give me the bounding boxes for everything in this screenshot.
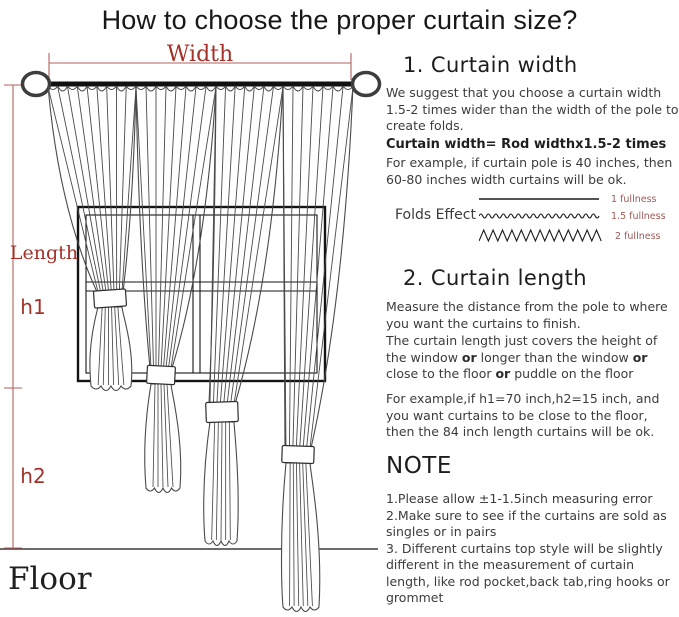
folds-effect-label: Folds Effect	[395, 207, 476, 223]
or-emphasis-1: or	[461, 349, 477, 365]
page-title: How to choose the proper curtain size?	[101, 5, 578, 35]
straight-line-icon	[479, 190, 601, 208]
width-dimension-label: Width	[166, 42, 234, 67]
wave-line-icon	[479, 207, 601, 225]
length-dimension-label: Length	[9, 242, 79, 264]
length-option-text-2: longer than the window	[476, 349, 633, 365]
or-emphasis-2: or	[632, 349, 648, 365]
length-option-text-3: close to the floor	[386, 366, 496, 381]
curtain-length-paragraph-1: Measure the distance from the pole to where you want the curtains to finish.	[386, 299, 668, 331]
fullness-row-3	[479, 227, 660, 245]
section-heading-curtain-length: 2. Curtain length	[403, 266, 587, 290]
length-option-text-1: The curtain length just covers the height of the window	[386, 333, 658, 365]
curtain-length-paragraph-2	[386, 333, 679, 383]
note-item-1: 1.Please allow ±1-1.5inch measuring error	[386, 491, 653, 506]
section-heading-curtain-width: 1. Curtain width	[403, 53, 578, 77]
h1-dimension-label: h1	[20, 295, 46, 319]
curtain-diagram	[0, 40, 390, 617]
fullness-1-5-label: 1.5 fullness	[611, 210, 666, 222]
instructions-column	[386, 0, 679, 617]
h2-dimension-label: h2	[20, 464, 46, 488]
note-item-3: 3. Different curtains top style will be slightly different in the measurement of curtain length, like rod pocket,back tab,ring hooks or grommet	[386, 540, 670, 605]
floor-label: Floor	[8, 561, 92, 597]
fullness-row-1	[479, 190, 656, 208]
fullness-1-label: 1 fullness	[611, 193, 657, 205]
curtain-width-paragraph-2: For example, if curtain pole is 40 inches, then 60-80 inches width curtains will be ok.	[386, 155, 673, 187]
folds-effect-block	[386, 189, 679, 253]
curtain-length-paragraph-3: For example,if h1=70 inch,h2=15 inch, and you want curtains to be close to the floor, then the 84 inch length curtains will be ok.	[386, 391, 660, 439]
note-item-2: 2.Make sure to see if the curtains are sold as singles or in pairs	[386, 507, 667, 539]
curtain-line-art	[0, 53, 380, 612]
or-emphasis-3: or	[495, 366, 511, 381]
note-heading: NOTE	[386, 453, 452, 479]
curtain-width-formula: Curtain width= Rod widthx1.5-2 times	[386, 137, 667, 152]
length-option-text-4: puddle on the floor	[510, 366, 634, 381]
curtain-width-paragraph-1: We suggest that you choose a curtain width 1.5-2 times wider than the width of the pole to create folds.	[386, 85, 679, 133]
fullness-2-label: 2 fullness	[615, 230, 661, 242]
fullness-row-2	[479, 207, 666, 225]
note-list	[386, 491, 679, 607]
zigzag-line-icon	[479, 227, 605, 245]
